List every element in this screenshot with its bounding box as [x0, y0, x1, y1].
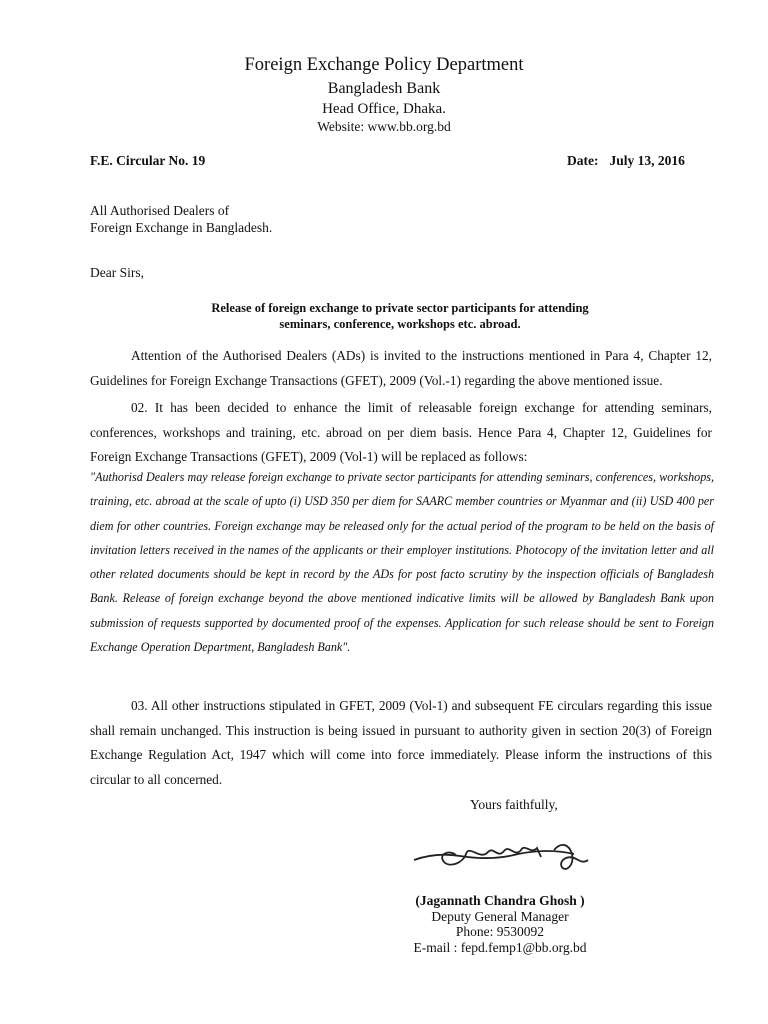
quoted-instruction: "Authorisd Dealers may release foreign exchange to private sector participants for attending seminars, conferences, workshops, training, etc. abroad at the scale of upto (i) USD 350 per diem for SAARC member countries or Myanmar and (ii) USD 400 per diem for other countries. Foreign exchange may be released only for the actual period of the program to be held on the basis of invitation letters received in the names of the applicants or their employer institutions. Photocopy of the invitation letter and all other related documents should be kept in record by the ADs for post facto scrutiny by the inspection officials of Bangladesh Bank. Release of foreign exchange beyond the above mentioned indicative limits will be allowed by Bangladesh Bank upon submission of requests supported by documented proof of the expenses. Application for such release should be sent to Foreign Exchange Operation Department, Bangladesh Bank". — [90, 470, 714, 655]
signatory-title: Deputy General Manager — [431, 908, 569, 924]
subject-heading — [90, 300, 710, 332]
bank-name: Bangladesh Bank — [327, 80, 441, 97]
closing-line: Yours faithfully, — [470, 797, 558, 812]
department-name: Foreign Exchange Policy Department — [244, 55, 524, 75]
circular-number: F.E. Circular No. 19 — [90, 153, 206, 168]
office-location: Head Office, Dhaka. — [322, 101, 446, 117]
signature-image — [408, 830, 608, 890]
signatory-block — [380, 893, 620, 955]
addressee-block — [90, 202, 272, 236]
paragraph-3: 03. All other instructions stipulated in GFET, 2009 (Vol-1) and subsequent FE circulars regarding this issue shall remain unchanged. This instruction is being issued in pursuant to authority given in section 20(3) of Foreign Exchange Regulation Act, 1947 which will come into force immediately. Please inform the instructions of this circular to all concerned. — [90, 698, 712, 787]
date-value: July 13, 2016 — [609, 153, 685, 168]
signatory-phone: Phone: 9530092 — [455, 924, 545, 939]
date-label: Date: — [567, 153, 599, 168]
website-line: Website: www.bb.org.bd — [317, 119, 451, 134]
addressee-line-1: All Authorised Dealers of — [90, 203, 230, 218]
subject-line-2: seminars, conference, workshops etc. abroad. — [279, 317, 521, 331]
signatory-name: (Jagannath Chandra Ghosh ) — [415, 893, 585, 908]
circular-date — [567, 153, 685, 169]
salutation: Dear Sirs, — [90, 265, 144, 280]
signatory-email: E-mail : fepd.femp1@bb.org.bd — [413, 939, 587, 955]
addressee-line-2: Foreign Exchange in Bangladesh. — [90, 220, 273, 235]
paragraph-1: Attention of the Authorised Dealers (ADs) is invited to the instructions mentioned in Para 4, Chapter 12, Guidelines for Foreign Exchange Transactions (GFET), 2009 (Vol.-1) regarding the above mentioned issue. — [90, 348, 712, 388]
paragraph-2: 02. It has been decided to enhance the limit of releasable foreign exchange for attending seminars, conferences, workshops and training, etc. abroad on per diem basis. Hence Para 4, Chapter 12, Guidelines for Foreign Exchange Transactions (GFET), 2009 (Vol-1) will be replaced as follows: — [90, 400, 712, 464]
subject-line-1: Release of foreign exchange to private sector participants for attending — [211, 301, 589, 315]
